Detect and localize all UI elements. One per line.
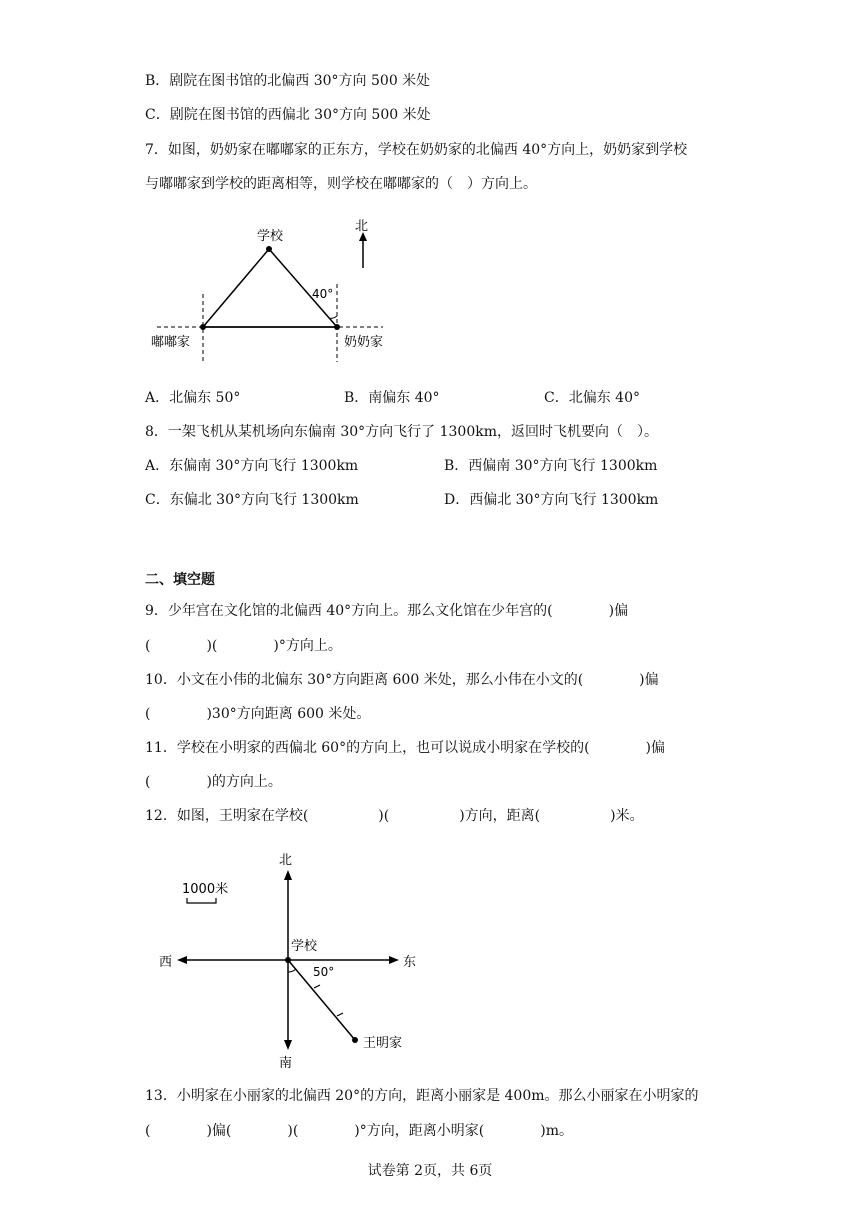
q13-line1: 13．小明家在小丽家的北偏西 20°的方向，距离小丽家是 400m。那么小丽家在小明家的 — [145, 1088, 699, 1104]
q11-line1: 11．学校在小明家的西偏北 60°的方向上，也可以说成小明家在学校的( )偏 — [145, 740, 666, 756]
q12-tick-2 — [337, 1013, 343, 1016]
q10-line2: ( )30°方向距离 600 米处。 — [145, 706, 371, 722]
q6-option-c: C．剧院在图书馆的西偏北 30°方向 500 米处 — [145, 107, 431, 123]
q7-point-left — [200, 324, 206, 330]
q7-option-b: B．南偏东 40° — [344, 390, 440, 406]
q7-right-home-label: 奶奶家 — [344, 335, 384, 350]
q9-line2: ( )( )°方向上。 — [145, 638, 342, 654]
q7-angle-arc — [330, 316, 338, 318]
q8-option-c: C．东偏北 30°方向飞行 1300km — [145, 492, 359, 508]
q10-line1: 10．小文在小伟的北偏东 30°方向距离 600 米处，那么小伟在小文的( )偏 — [145, 672, 659, 688]
q12-figure — [145, 842, 445, 1074]
q12-south-arrowhead — [284, 1040, 292, 1050]
q12-home-label: 王明家 — [363, 1036, 403, 1051]
q7-stem-line2: 与嘟嘟家到学校的距离相等，则学校在嘟嘟家的（ ）方向上。 — [145, 176, 537, 192]
q11-line2: ( )的方向上。 — [145, 774, 282, 790]
page-footer: 试卷第 2页，共 6页 — [367, 1163, 493, 1179]
q8-option-b: B．西偏南 30°方向飞行 1300km — [444, 458, 658, 474]
q12-west-arrowhead — [177, 956, 187, 964]
q12-point-school — [285, 957, 291, 963]
q12-school-label: 学校 — [291, 939, 318, 954]
q12-north-arrowhead — [284, 870, 292, 880]
q12-stem: 12．如图，王明家在学校( )( )方向，距离( )米。 — [145, 808, 644, 824]
q9-line1: 9．少年宫在文化馆的北偏西 40°方向上。那么文化馆在少年宫的( )偏 — [145, 603, 629, 619]
q12-tick-1 — [314, 985, 320, 988]
q7-option-c: C．北偏东 40° — [544, 390, 640, 406]
q7-angle-label: 40° — [312, 287, 334, 301]
q7-left-side — [203, 249, 269, 327]
q12-south-label: 南 — [279, 1056, 293, 1071]
q7-figure — [145, 212, 405, 372]
q8-option-a: A．东偏南 30°方向飞行 1300km — [145, 458, 359, 474]
q12-north-label: 北 — [279, 853, 293, 868]
q8-option-d: D．西偏北 30°方向飞行 1300km — [444, 492, 659, 508]
q12-east-label: 东 — [403, 955, 417, 970]
q12-angle-arc — [288, 969, 296, 972]
q12-point-home — [352, 1037, 358, 1043]
q7-point-right — [334, 324, 340, 330]
q7-left-home-label: 嘟嘟家 — [151, 335, 191, 350]
q6-option-b: B．剧院在图书馆的北偏西 30°方向 500 米处 — [145, 73, 431, 89]
q7-option-a: A．北偏东 50° — [145, 390, 241, 406]
q12-scale-label: 1000米 — [182, 882, 229, 897]
q8-stem: 8．一架飞机从某机场向东偏南 30°方向飞行了 1300km，返回时飞机要向（ ）。 — [145, 424, 659, 440]
q7-point-school — [266, 246, 272, 252]
section-heading: 二、填空题 — [145, 572, 215, 588]
q12-east-arrowhead — [389, 956, 399, 964]
q12-scale-bar — [187, 898, 216, 903]
q12-angle-label: 50° — [313, 965, 335, 979]
q12-west-label: 西 — [159, 955, 173, 970]
q7-school-label: 学校 — [257, 229, 284, 244]
q13-line2: ( )偏( )( )°方向，距离小明家( )m。 — [145, 1123, 573, 1139]
q7-north-label: 北 — [355, 219, 369, 234]
q7-stem-line1: 7．如图，奶奶家在嘟嘟家的正东方，学校在奶奶家的北偏西 40°方向上，奶奶家到学校 — [145, 142, 688, 158]
